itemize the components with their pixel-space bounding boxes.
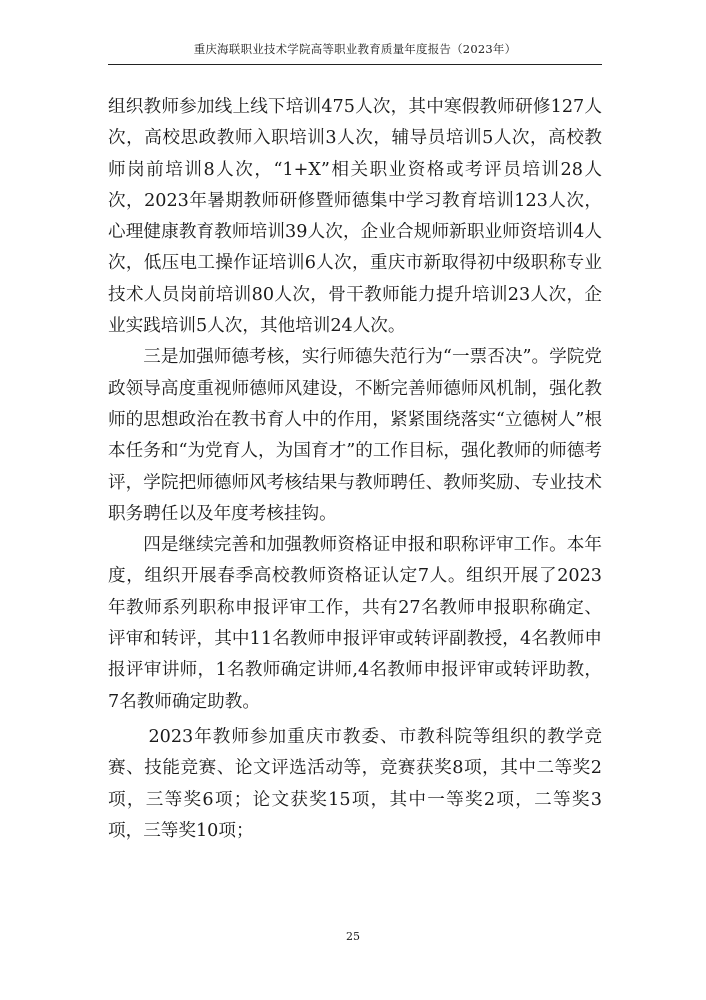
paragraph-qualification-review: 四是继续完善和加强教师资格证申报和职称评审工作。本年度，组织开展春季高校教师资格证认定7人。组织开展了2023年教师系列职称申报评审工作，共有27名教师申报职称确定、评审和转评，其中11名教师申报评审或转评副教授，4名教师申报评审讲师，1名教师确定讲师,4名教师申报评审或转评助教，7名教师确定助教。 (108, 535, 602, 712)
document-body (108, 92, 602, 847)
header-title: 重庆海联职业技术学院高等职业教育质量年度报告（2023年） (193, 42, 517, 56)
paragraph-competition-awards: 2023年教师参加重庆市教委、市教科院等组织的教学竞赛、技能竞赛、论文评选活动等，竞赛获奖8项，其中二等奖2项，三等奖6项；论文获奖15项，其中一等奖2项，二等奖3项，三等奖10项； (108, 726, 602, 841)
paragraph-training-summary: 组织教师参加线上线下培训475人次，其中寒假教师研修127人次，高校思政教师入职培训3人次，辅导员培训5人次，高校教师岗前培训8人次，“1+X”相关职业资格或考评员培训28人次，2023年暑期教师研修暨师德集中学习教育培训123人次，心理健康教育教师培训39人次，企业合规师新职业师资培训4人次，低压电工操作证培训6人次，重庆市新取得初中级职称专业技术人员岗前培训80人次，骨干教师能力提升培训23人次，企业实践培训5人次，其他培训24人次。 (108, 97, 602, 337)
page-number: 25 (346, 930, 360, 943)
page-header (108, 40, 602, 65)
paragraph-ethics-assessment: 三是加强师德考核，实行师德失范行为“一票否决”。学院党政领导高度重视师德师风建设，不断完善师德师风机制，强化教师的思想政治在教书育人中的作用，紧紧围绕落实“立德树人”根本任务和“为党育人，为国育才”的工作目标，强化教师的师德考评，学院把师德师风考核结果与教师聘任、教师奖励、专业技术职务聘任以及年度考核挂钩。 (108, 347, 602, 524)
